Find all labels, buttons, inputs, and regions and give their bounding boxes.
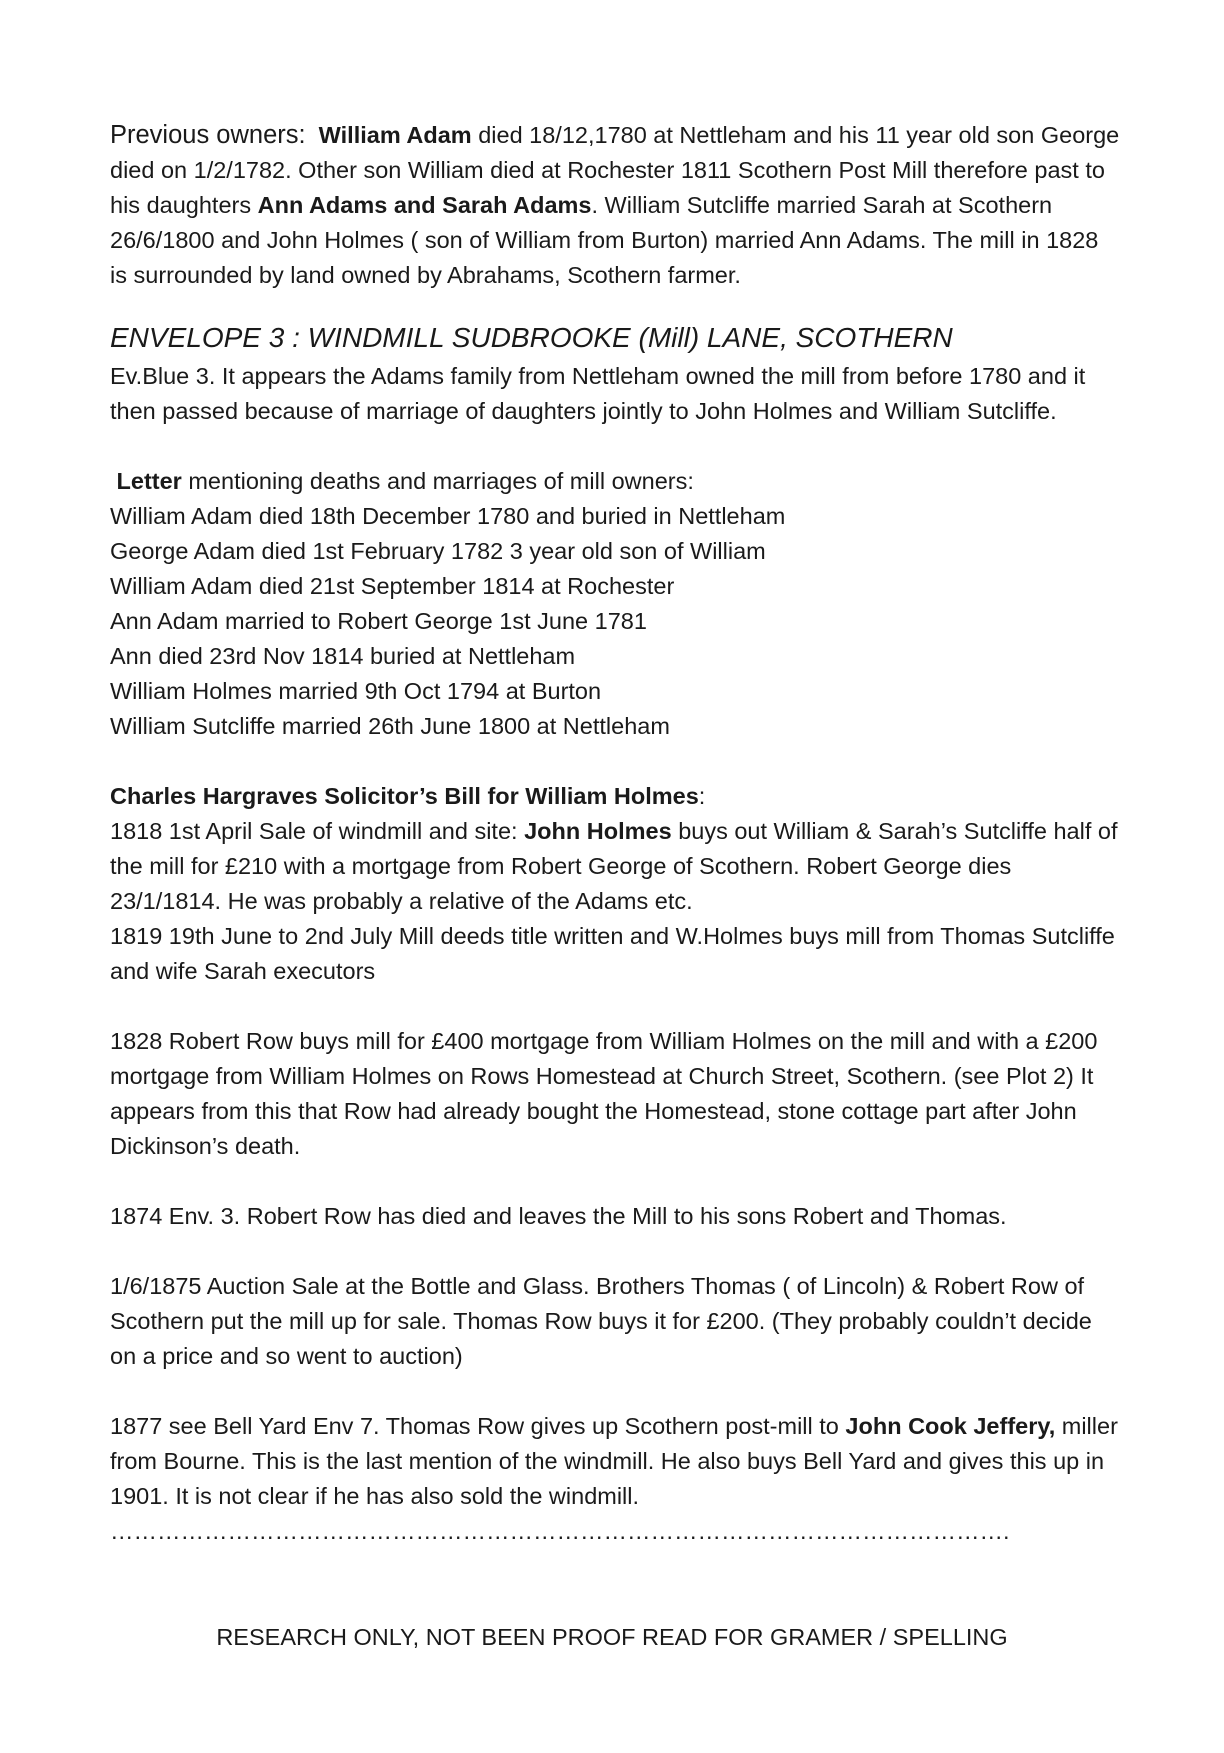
bill-entry-1819: 1819 19th June to 2nd July Mill deeds title written and W.Holmes buys mill from Thomas Sutcliffe and wife Sarah executors bbox=[110, 923, 1115, 984]
bill-title-colon: : bbox=[698, 783, 706, 809]
bill-entry-1818-start: 1818 1st April Sale of windmill and site: bbox=[110, 818, 518, 844]
paragraph-1877-rest: miller from Bourne. This is the last mention of the windmill. He also buys Bell Yard and gives this up in 1901. It is not clear if he has also sold the windmill. bbox=[110, 1413, 1118, 1509]
envelope-heading: ENVELOPE 3 : WINDMILL SUDBROOKE (Mill) LANE, SCOTHERN bbox=[110, 322, 953, 353]
paragraph-1874: 1874 Env. 3. Robert Row has died and leaves the Mill to his sons Robert and Thomas. bbox=[110, 1203, 1007, 1229]
previous-owners-text: died 18/12,1780 at Nettleham and his 11 year old son George died on 1/2/1782. Other son William died at Rochester 1811 Scothern Post Mill therefore past to his daughters bbox=[110, 122, 1120, 218]
paragraph-1828: 1828 Robert Row buys mill for £400 mortgage from William Holmes on the mill and with a £200 mortgage from William Holmes on Rows Homestead at Church Street, Scothern. (see Plot 2) It appears from this that Row had already bought the Homestead, stone cottage part after John Dickinson’s death. bbox=[110, 1028, 1098, 1159]
letter-line: Ann died 23rd Nov 1814 buried at Nettleham bbox=[110, 643, 576, 669]
previous-owners-paragraph bbox=[110, 118, 1120, 293]
letter-line: Ann Adam married to Robert George 1st June 1781 bbox=[110, 608, 647, 634]
bill-entry-1818-rest: buys out William & Sarah’s Sutcliffe half of the mill for £210 with a mortgage from Robert George of Scothern. Robert George dies 23/1/1814. He was probably a relative of the Adams etc. bbox=[110, 818, 1118, 914]
paragraph-1877 bbox=[110, 1409, 1120, 1514]
previous-owners-label: Previous owners: bbox=[110, 121, 306, 149]
letter-list bbox=[110, 499, 1120, 744]
william-adam-name: William Adam bbox=[318, 122, 472, 148]
letter-intro-text: mentioning deaths and marriages of mill owners: bbox=[188, 468, 694, 494]
letter-intro bbox=[110, 464, 1120, 499]
bill-entry-1818 bbox=[110, 814, 1120, 919]
bill-title bbox=[110, 779, 1120, 814]
letter-line: George Adam died 1st February 1782 3 year old son of William bbox=[110, 538, 766, 564]
daughters-names: Ann Adams and Sarah Adams bbox=[257, 192, 592, 218]
previous-owners-text-end: . William Sutcliffe married Sarah at Scothern 26/6/1800 and John Holmes ( son of William from Burton) married Ann Adams. The mill in 1828 is surrounded by land owned by Abrahams, Scothern farmer. bbox=[110, 192, 1099, 288]
dotted-divider: ……………………………………………………………………………………………………. bbox=[110, 1518, 1010, 1544]
envelope-intro-paragraph: Ev.Blue 3. It appears the Adams family from Nettleham owned the mill from before 1780 and it then passed because of marriage of daughters jointly to John Holmes and William Sutcliffe. bbox=[110, 363, 1086, 424]
john-cook-jeffery-name: John Cook Jeffery, bbox=[845, 1413, 1056, 1439]
letter-line: William Holmes married 9th Oct 1794 at Burton bbox=[110, 678, 602, 704]
letter-line: William Adam died 21st September 1814 at Rochester bbox=[110, 573, 675, 599]
letter-label: Letter bbox=[116, 468, 182, 494]
letter-line: William Adam died 18th December 1780 and buried in Nettleham bbox=[110, 503, 786, 529]
paragraph-1875: 1/6/1875 Auction Sale at the Bottle and Glass. Brothers Thomas ( of Lincoln) & Robert Row of Scothern put the mill up for sale. Thomas Row buys it for £200. (They probably couldn’t decide on a price and so went to auction) bbox=[110, 1273, 1092, 1369]
letter-line: William Sutcliffe married 26th June 1800 at Nettleham bbox=[110, 713, 670, 739]
bill-title-bold: Charles Hargraves Solicitor’s Bill for William Holmes bbox=[110, 783, 699, 809]
paragraph-1877-start: 1877 see Bell Yard Env 7. Thomas Row gives up Scothern post-mill to bbox=[110, 1413, 839, 1439]
document-body bbox=[110, 118, 1120, 1549]
john-holmes-name: John Holmes bbox=[524, 818, 672, 844]
footer-disclaimer: RESEARCH ONLY, NOT BEEN PROOF READ FOR GRAMER / SPELLING bbox=[216, 1624, 1008, 1650]
